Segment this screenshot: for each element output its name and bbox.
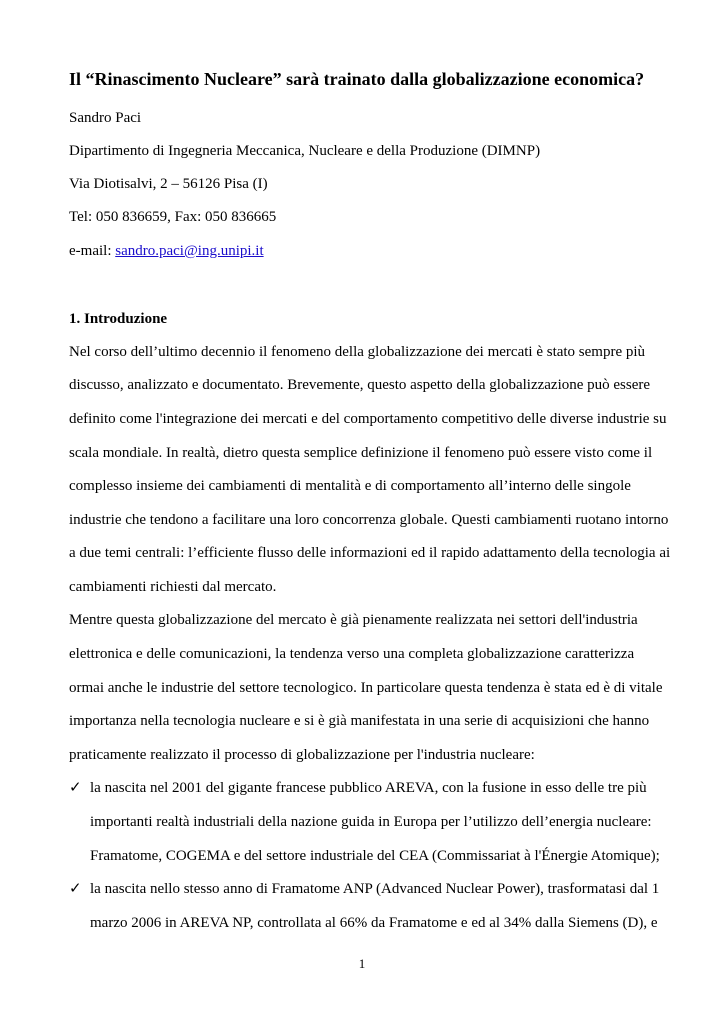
- bullet-line: la nascita nello stesso anno di Framatome ANP (Advanced Nuclear Power), trasformatasi dal 1: [90, 881, 660, 897]
- paragraph-line: Nel corso dell’ultimo decennio il fenomeno della globalizzazione dei mercati è stato sempre più: [69, 344, 646, 360]
- bullet-line: importanti realtà industriali della nazione guida in Europa per l’utilizzo dell’energia nucleare:: [90, 814, 652, 830]
- paragraph-line: complesso insieme dei cambiamenti di mentalità e di comportamento all’interno delle singole: [69, 478, 631, 494]
- section-heading: 1. Introduzione: [69, 311, 168, 327]
- author-department: Dipartimento di Ingegneria Meccanica, Nucleare e della Produzione (DIMNP): [69, 143, 541, 159]
- paragraph-line: ormai anche le industrie del settore tecnologico. In particolare questa tendenza è stata ed è di vitale: [69, 680, 663, 696]
- paragraph-line: discusso, analizzato e documentato. Brevemente, questo aspetto della globalizzazione può essere: [69, 377, 651, 393]
- paragraph-line: scala mondiale. In realtà, dietro questa semplice definizione il fenomeno può essere visto come il: [69, 445, 653, 461]
- bullet-line: marzo 2006 in AREVA NP, controllata al 66% da Framatome e ed al 34% dalla Siemens (D), e: [90, 915, 658, 931]
- check-mark-icon: ✓: [69, 881, 82, 897]
- email-label: e-mail:: [69, 243, 116, 259]
- paragraph-line: praticamente realizzato il processo di globalizzazione per l'industria nucleare:: [69, 747, 535, 763]
- check-mark-icon: ✓: [69, 780, 82, 796]
- paragraph-line: a due temi centrali: l’efficiente flusso delle informazioni ed il rapido adattamento della tecnologia ai: [69, 545, 671, 561]
- paragraph-line: cambiamenti richiesti dal mercato.: [69, 579, 277, 595]
- author-email-line: [69, 241, 264, 261]
- bullet-line: Framatome, COGEMA e del settore industriale del CEA (Commissariat à l'Énergie Atomique);: [90, 848, 660, 864]
- paragraph-line: definito come l'integrazione dei mercati e del comportamento competitivo delle diverse industrie su: [69, 411, 667, 427]
- document-title: Il “Rinascimento Nucleare” sarà trainato dalla globalizzazione economica?: [69, 69, 645, 89]
- email-link[interactable]: sandro.paci@ing.unipi.it: [115, 243, 264, 259]
- paragraph-line: industrie che tendono a facilitare una loro concorrenza globale. Questi cambiamenti ruotano intorno: [69, 512, 669, 528]
- page-number: 1: [358, 956, 366, 971]
- paragraph-line: importanza nella tecnologia nucleare e si è già manifestata in una serie di acquisizioni che hanno: [69, 713, 650, 729]
- author-phone-fax: Tel: 050 836659, Fax: 050 836665: [69, 209, 277, 225]
- bullet-line: la nascita nel 2001 del gigante francese pubblico AREVA, con la fusione in esso delle tre più: [90, 780, 647, 796]
- author-name: Sandro Paci: [69, 110, 142, 126]
- paragraph-line: Mentre questa globalizzazione del mercato è già pienamente realizzata nei settori dell'industria: [69, 612, 638, 628]
- author-address: Via Diotisalvi, 2 – 56126 Pisa (I): [69, 176, 268, 192]
- paragraph-line: elettronica e delle comunicazioni, la tendenza verso una completa globalizzazione caratterizza: [69, 646, 635, 662]
